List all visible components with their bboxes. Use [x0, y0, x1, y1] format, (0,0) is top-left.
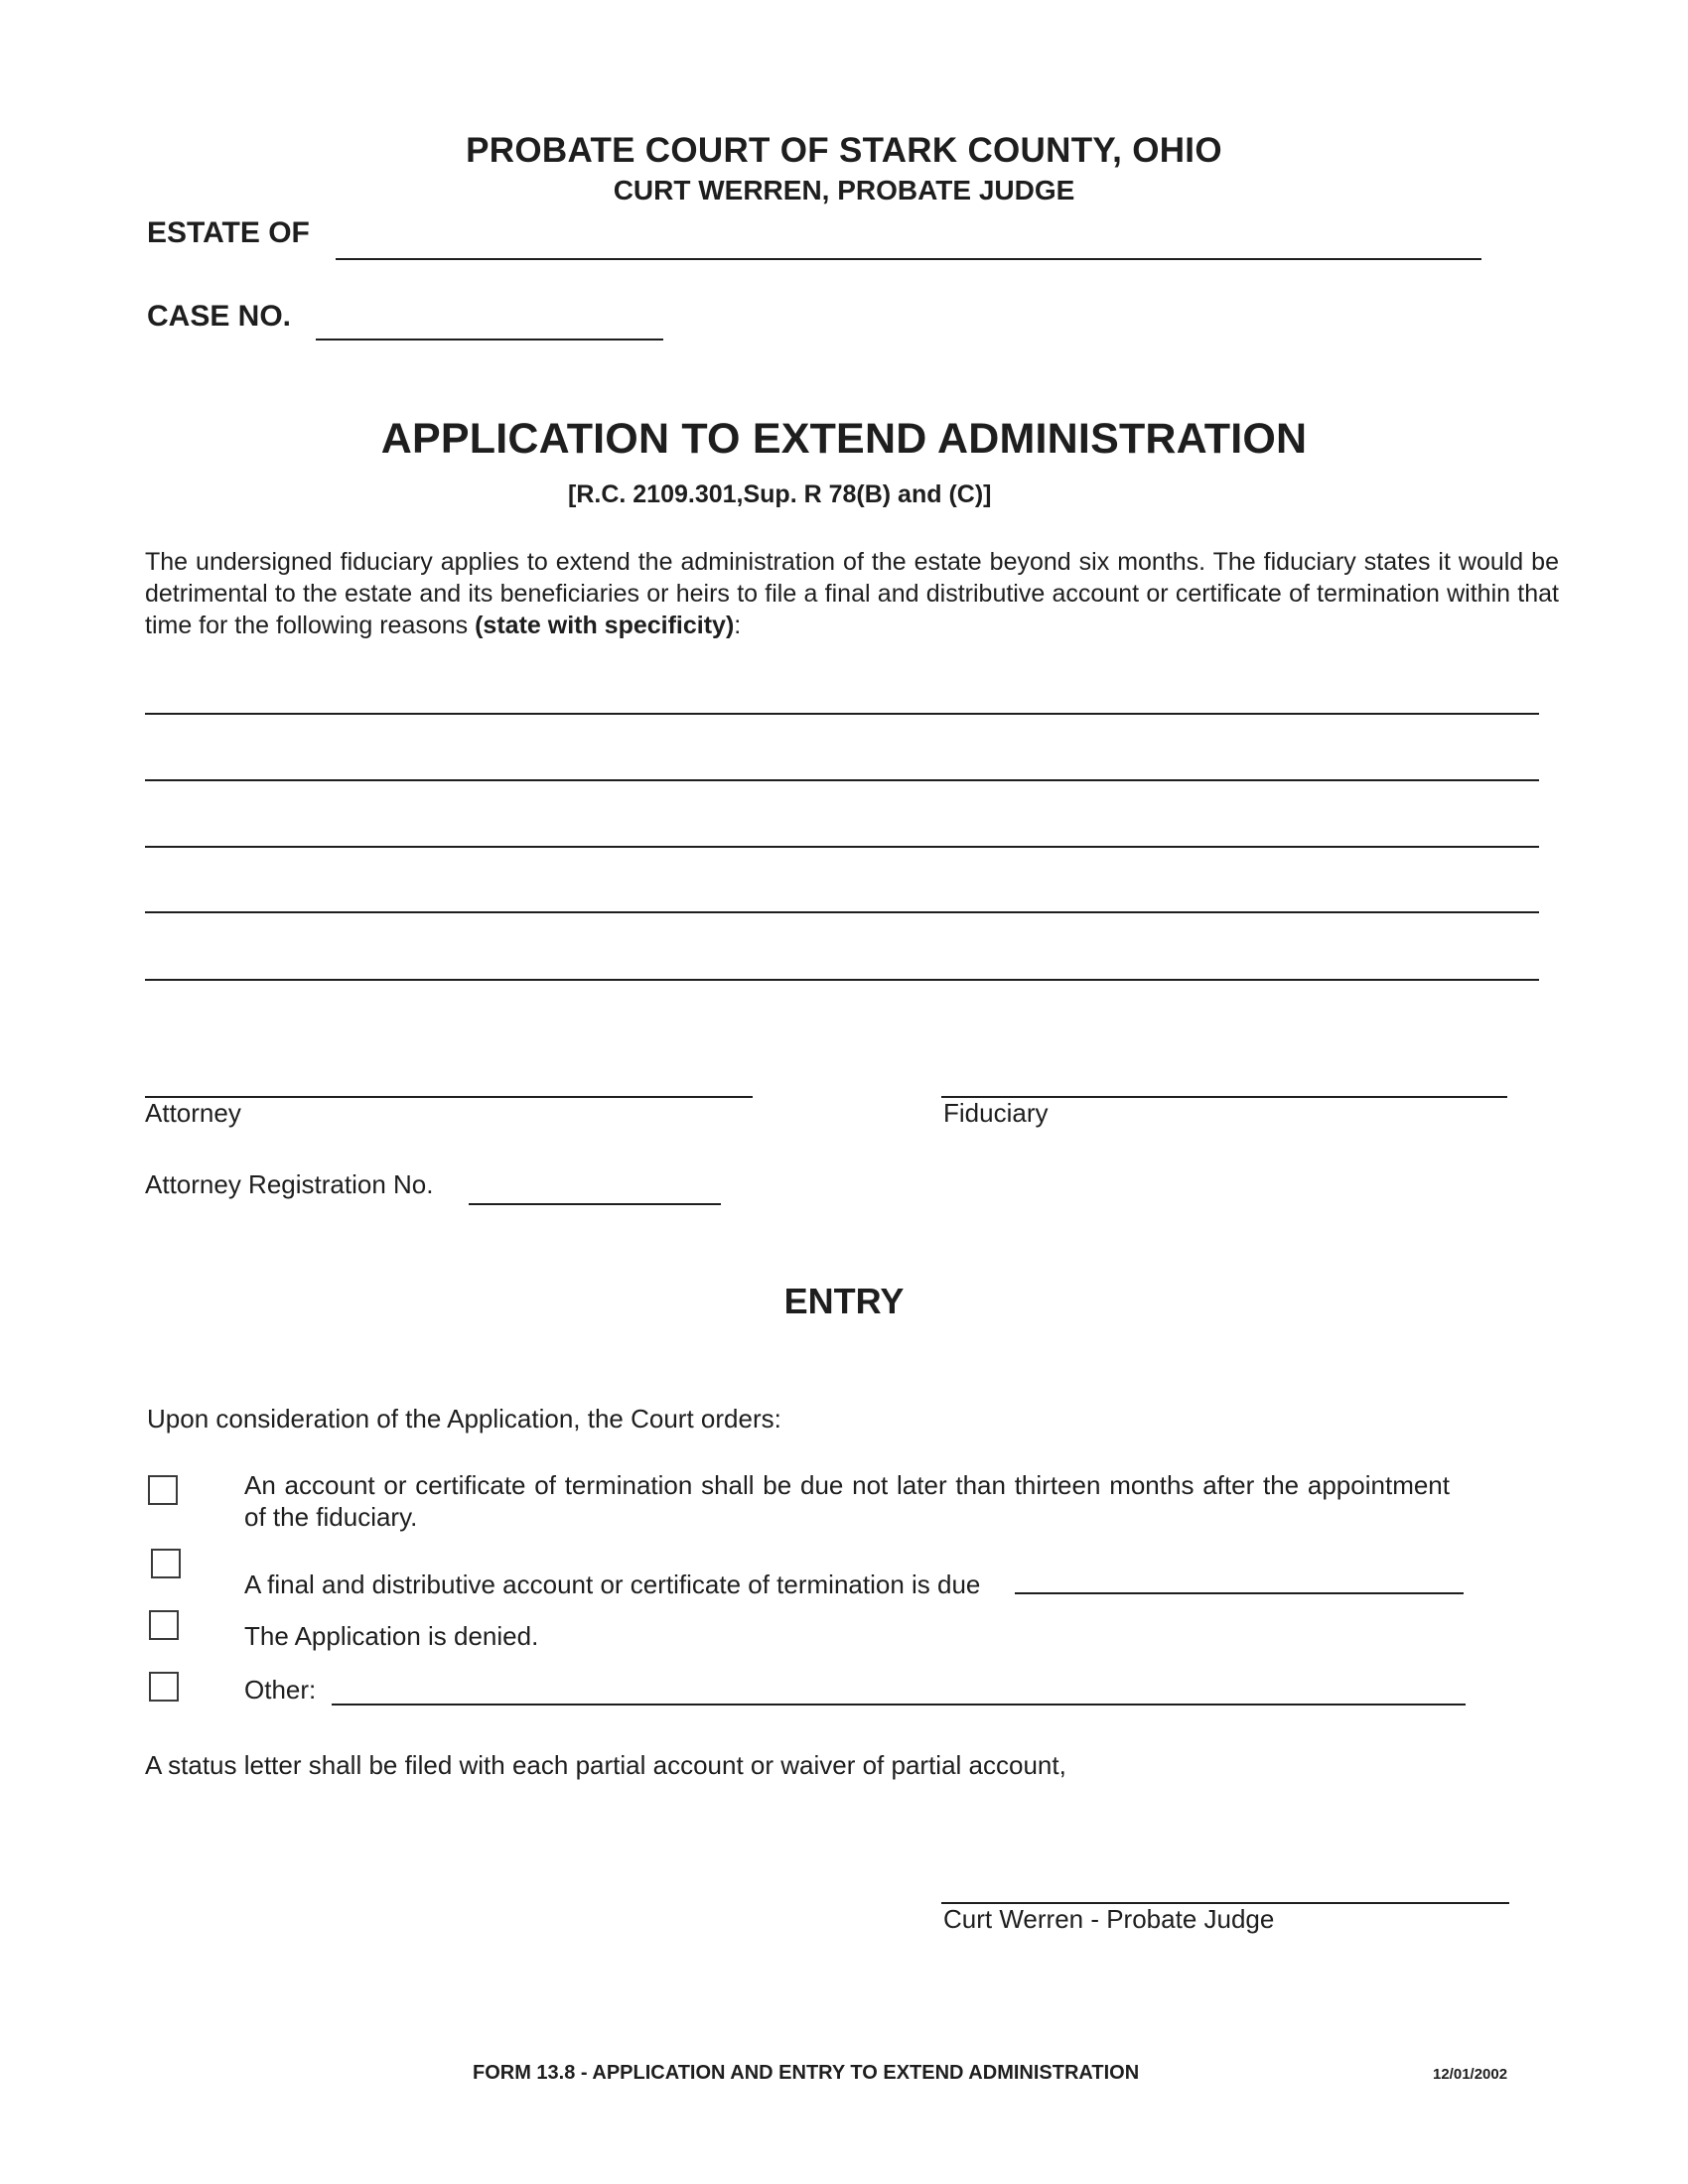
attorney-label: Attorney — [145, 1098, 241, 1128]
judge-subtitle: CURT WERREN, PROBATE JUDGE — [613, 175, 1075, 205]
option-other-label: Other: — [244, 1675, 317, 1705]
intro-text: The undersigned fiduciary applies to extend the administration of the estate beyond six months. The fiduciary states it would be detrimental to the estate and its beneficiaries or heirs to file a final and distributive account or certificate of termination within that time for the following reasons — [145, 548, 1559, 639]
status-letter-text: A status letter shall be filed with each partial account or waiver of partial account, — [145, 1750, 1066, 1780]
reason-line-2[interactable] — [145, 779, 1539, 781]
other-checkbox[interactable] — [149, 1672, 179, 1702]
thirteen-month-checkbox[interactable] — [148, 1475, 178, 1505]
form-footer: FORM 13.8 - APPLICATION AND ENTRY TO EXTEND ADMINISTRATION — [473, 2062, 1140, 2084]
entry-intro: Upon consideration of the Application, the Court orders: — [147, 1404, 781, 1433]
case-number-field[interactable] — [316, 339, 663, 341]
option-final-account-text: A final and distributive account or certificate of termination is due — [244, 1570, 981, 1599]
judge-signature-label: Curt Werren - Probate Judge — [943, 1904, 1275, 1934]
application-intro-paragraph — [145, 546, 1559, 641]
application-title: APPLICATION TO EXTEND ADMINISTRATION — [380, 415, 1308, 463]
estate-label: ESTATE OF — [147, 216, 310, 249]
estate-field[interactable] — [336, 258, 1481, 260]
reason-line-5[interactable] — [145, 979, 1539, 981]
reason-line-4[interactable] — [145, 911, 1539, 913]
other-field[interactable] — [332, 1704, 1466, 1706]
final-account-due-checkbox[interactable] — [151, 1549, 181, 1578]
registration-field[interactable] — [469, 1203, 721, 1205]
registration-label: Attorney Registration No. — [145, 1169, 434, 1199]
entry-title: ENTRY — [783, 1281, 905, 1321]
denied-checkbox[interactable] — [149, 1610, 179, 1640]
intro-emphasis: (state with specificity) — [475, 612, 735, 639]
due-date-field[interactable] — [1015, 1592, 1464, 1594]
intro-end: : — [734, 612, 742, 639]
case-number-label: CASE NO. — [147, 300, 292, 333]
reason-line-3[interactable] — [145, 846, 1539, 848]
form-date: 12/01/2002 — [1433, 2066, 1508, 2083]
option-denied-text: The Application is denied. — [244, 1621, 539, 1651]
court-title: PROBATE COURT OF STARK COUNTY, OHIO — [466, 131, 1222, 170]
option-thirteen-months-text: An account or certificate of termination shall be due not later than thirteen months after the appointment of the fiduciary. — [244, 1470, 1450, 1532]
fiduciary-label: Fiduciary — [943, 1098, 1049, 1128]
reason-line-1[interactable] — [145, 713, 1539, 715]
statute-reference: [R.C. 2109.301,Sup. R 78(B) and (C)] — [568, 480, 992, 508]
